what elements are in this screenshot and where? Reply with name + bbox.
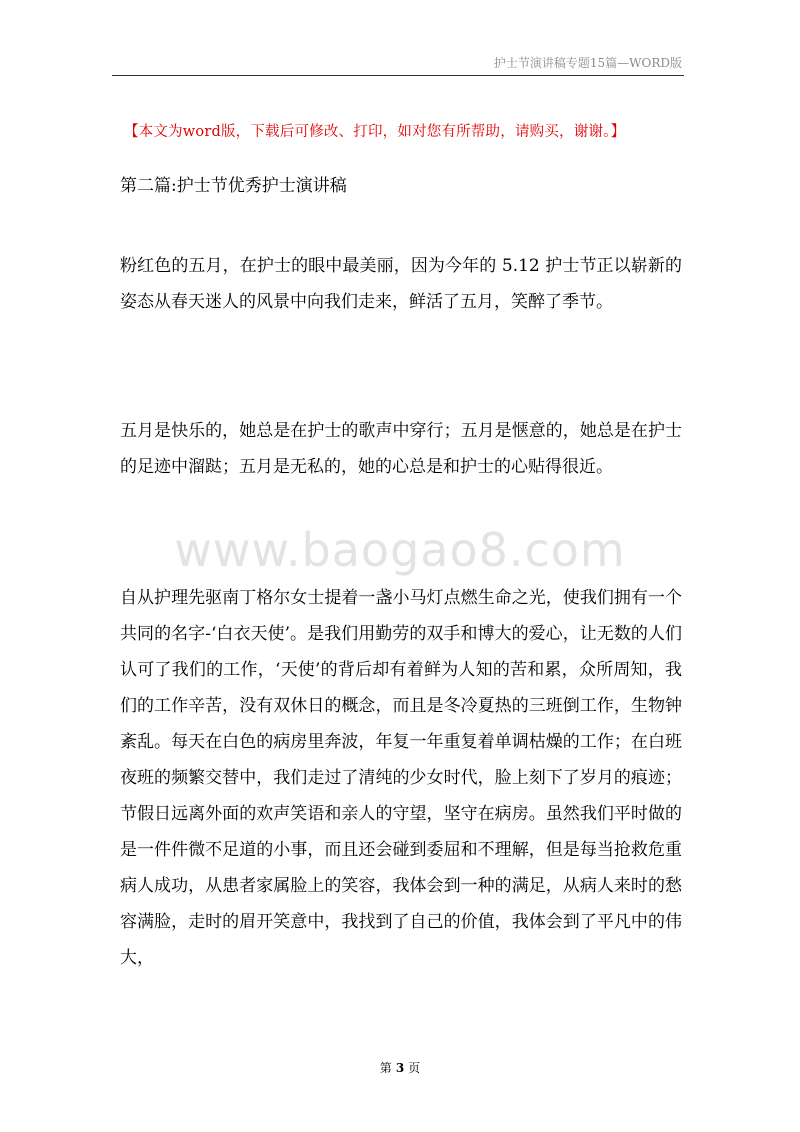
footer-prefix: 第 — [379, 1061, 392, 1075]
paragraph-1: 粉红色的五月，在护士的眼中最美丽，因为今年的 5.12 护士节正以崭新的姿态从春天迷人的风景中向我们走来，鲜活了五月，笑醉了季节。 — [120, 256, 682, 312]
page-header: 护士节演讲稿专题15篇—WORD版 — [493, 56, 682, 70]
watermark: www.baogao8.com — [174, 523, 626, 577]
page-footer — [0, 1059, 800, 1076]
paragraph-3: 自从护理先驱南丁格尔女士提着一盏小马灯点燃生命之光，使我们拥有一个共同的名字-‘白衣天使’。是我们用勤劳的双手和博大的爱心，让无数的人们认可了我们的工作，‘天使’的背后却有着鲜为人知的苦和累，众所周知，我们的工作辛苦，没有双休日的概念，而且是冬冷夏热的三班倒工作，生物钟紊乱。每天在白色的病房里奔波，年复一年重复着单调枯燥的工作；在白班夜班的频繁交替中，我们走过了清纯的少女时代，脸上刻下了岁月的痕迹；节假日远离外面的欢声笑语和亲人的守望，坚守在病房。虽然我们平时做的是一件件微不足道的小事，而且还会碰到委屈和不理解，但是每当抢救危重病人成功，从患者家属脸上的笑容，我体会到一种的满足，从病人来时的愁容满脸，走时的眉开笑意中，我找到了自己的价值，我体会到了平凡中的伟大， — [120, 588, 682, 968]
paragraph-2: 五月是快乐的，她总是在护士的歌声中穿行；五月是惬意的，她总是在护士的足迹中溜跶；五月是无私的，她的心总是和护士的心贴得很近。 — [120, 421, 682, 477]
page-number: 3 — [395, 1061, 405, 1075]
header-divider — [112, 75, 684, 76]
footer-suffix: 页 — [408, 1061, 421, 1075]
section-title: 第二篇:护士节优秀护士演讲稿 — [120, 176, 347, 196]
purchase-notice: 【本文为word版，下载后可修改、打印，如对您有所帮助，请购买，谢谢。】 — [124, 124, 626, 140]
